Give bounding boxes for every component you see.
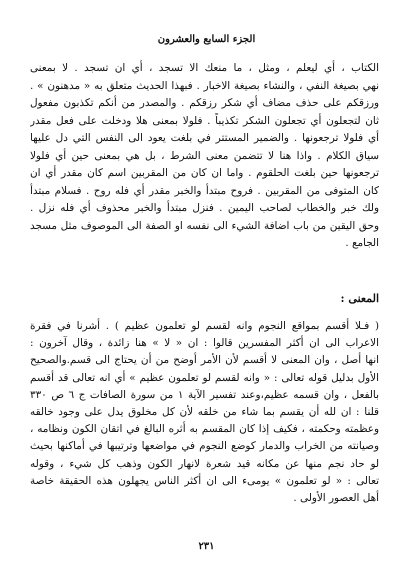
text-line: ثان لتجعلون أي تجعلون الشكر تكذيباً . فلولا بمعنى هلا ودخلت على فعل مقدر — [30, 114, 379, 127]
text-line: بالفعل ، وان قسمه عظيم،وعند تفسير الآية ١ من سورة الصافات ج ٦ ص ٣٣٠ — [30, 388, 379, 401]
text-line: أي فلولا ترجعونها . والضمير المستتر في بلغت يعود الى النفس التي دل عليها — [30, 132, 379, 144]
second-paragraph — [30, 318, 379, 507]
text-line: ورزقكم على حذف مضاف أي شكر رزقكم . والمصدر من أنكم تكذبون مفعول — [30, 97, 379, 109]
text-line: أهل العصور الأولى . — [293, 492, 379, 505]
text-line: ترجعونها حين بلغت الحلقوم . واما ان كان من المقربين اسم كان مقدر أي ان — [30, 167, 379, 179]
section-heading: المعنى : — [340, 292, 379, 305]
text-line: الكتاب ، أي ليعلم ، ومثل ، ما منعك الا تسجد ، أي ان تسجد . لا بمعنى — [30, 62, 379, 74]
text-line: تعالى : « لو تعلمون » يومىء الى ان أكثر الناس يجهلون هذه الحقيقة خاصة — [30, 474, 379, 487]
text-line: سياق الكلام . واذا هنا لا تتضمن معنى الشرط ، بل هي بمعنى حين أي فلولا — [30, 149, 379, 162]
text-line: وصيانته من الخراب والدمار كوضع النجوم في مواضعها وترتيبها في أماكنها بحيث — [30, 440, 379, 453]
text-line: الأول بدليل قوله تعالى : « وانه لقسم لو تعلمون عظيم » أي انه تعالى قد أقسم — [30, 371, 379, 384]
text-line: انها أصل ، وان المعنى لا أقسم لأن الأمر أوضح من أن يحتاج الى قسم.والصحيح — [30, 354, 379, 367]
text-line: لو حاد نجم منها عن مكانه قيد شعرة لانهار الكون وذهب كل شيء ، وقوله — [30, 457, 379, 470]
text-line: ( فـلا أقسم بمواقع النجوم وانه لقسم لو تعلمون عظيم ) . أشرنا في فقرة — [30, 320, 379, 332]
text-line: وعظمته وحكمته ، فكيف إذا كان المقسم به أثره البالغ في اتقان الكون ونظامه ، — [30, 423, 379, 436]
running-title: الجزء السابع والعشرون — [157, 34, 256, 45]
text-line: كان المتوفى من المقربين . فروح مبتدأ والخبر مقدر أي فله روح . فسلام مبتدأ — [30, 184, 379, 197]
page-number: ٢٣١ — [198, 541, 215, 552]
text-line: قلنا : ان لله أن يقسم بما شاء من خلقه لأن كل مخلوق يدل على وجود خالقه — [30, 406, 379, 419]
text-line: نهي بصيغة النفي ، والنشاء بصيغة الاخبار . فبهذا الحديث متعلق به « مدهنون » . — [30, 79, 379, 92]
first-paragraph — [30, 60, 379, 253]
text-line: وحق اليقين من باب اضافة الشيء الى نفسه او الصفة الى الموصوف مثل مسجد — [30, 219, 379, 232]
text-line: ولك خبر والخطاب لصاحب اليمين . فنزل مبتدأ والخبر محذوف أي فله نزل . — [30, 202, 379, 214]
text-line: الاعراب الى ان أكثر المفسرين قالوا : ان « لا » هنا زائدة ، وقال آخرون : — [30, 337, 379, 350]
text-line: الجامع . — [345, 237, 379, 249]
